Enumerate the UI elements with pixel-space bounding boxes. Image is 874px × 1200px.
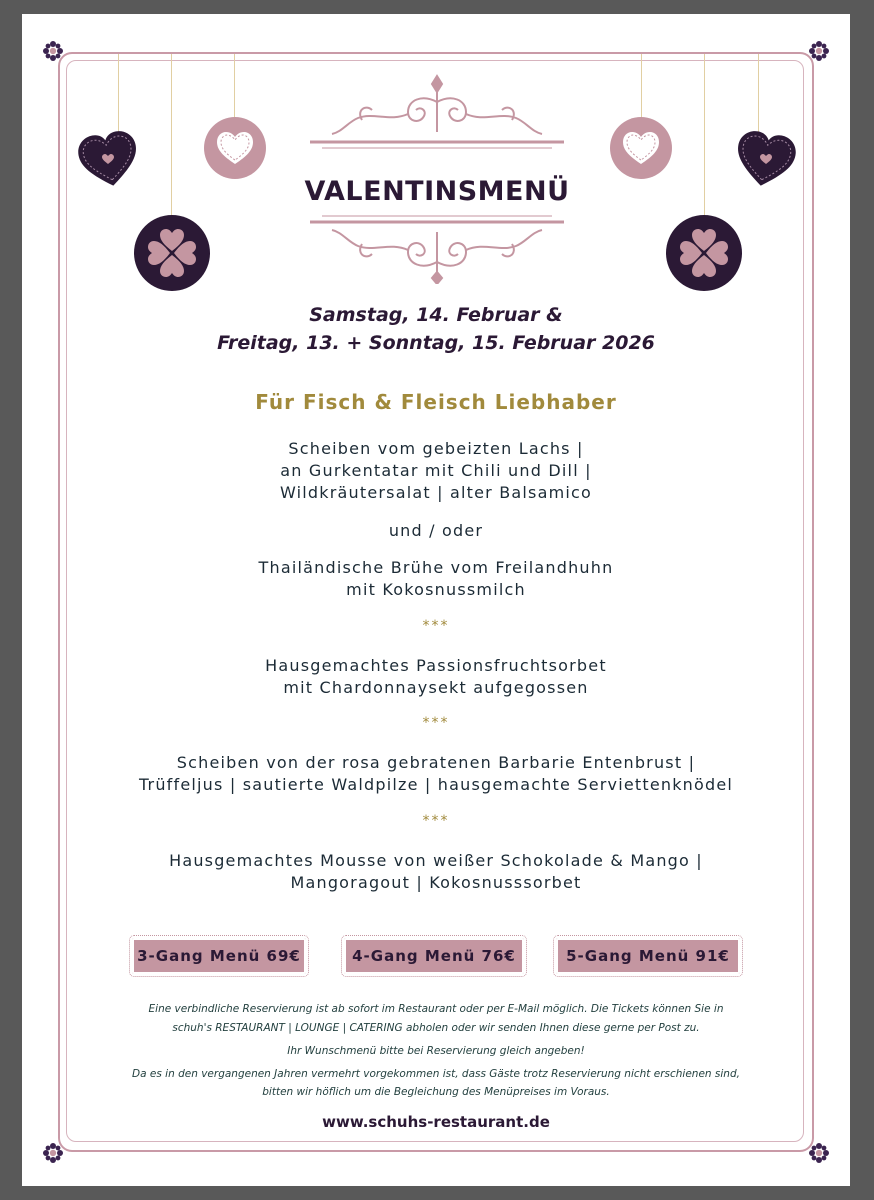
website-link[interactable]: www.schuhs-restaurant.de (322, 1113, 550, 1131)
clover-ornament-icon (665, 214, 743, 292)
or-text: und / oder (388, 521, 484, 540)
corner-flower-icon (42, 1142, 64, 1164)
note-line3: Ihr Wunschmenü bitte bei Reservierung gleich angeben! (287, 1045, 585, 1057)
corner-flower-icon (808, 40, 830, 62)
section-title: Für Fisch & Fleisch Liebhaber (255, 390, 617, 414)
clover-ornament-icon (133, 214, 211, 292)
course1-line1: Scheiben vom gebeizten Lachs | (288, 439, 584, 458)
note-line1: Eine verbindliche Reservierung ist ab sofort im Restaurant oder per E-Mail möglich. Die Tickets können Sie in (148, 1003, 724, 1015)
note-line4: Da es in den vergangenen Jahren vermehrt vorgekommen ist, dass Gäste trotz Reservierung nicht erschienen sind, (132, 1068, 740, 1080)
separator: *** (422, 715, 450, 731)
price-badge-5-gang: 5-Gang Menü 91€ (556, 938, 740, 974)
course1b-line2: mit Kokosnussmilch (346, 580, 526, 599)
heart-ornament-icon (609, 116, 673, 180)
dark-heart-icon (734, 130, 796, 192)
separator: *** (422, 813, 450, 829)
note-line5: bitten wir höflich um die Begleichung des Menüpreises im Voraus. (262, 1086, 610, 1098)
course1b-line1: Thailändische Brühe vom Freilandhuhn (258, 558, 614, 577)
course3-line1: Scheiben von der rosa gebratenen Barbarie Entenbrust | (176, 753, 696, 772)
heart-ornament-icon (203, 116, 267, 180)
corner-flower-icon (808, 1142, 830, 1164)
menu-page (22, 14, 850, 1186)
date-line-2: Freitag, 13. + Sonntag, 15. Februar 2026 (217, 332, 655, 354)
course2-line1: Hausgemachtes Passionsfruchtsorbet (265, 656, 607, 675)
title-ornament (292, 74, 582, 284)
price-badge-3-gang: 3-Gang Menü 69€ (132, 938, 306, 974)
course2-line2: mit Chardonnaysekt aufgegossen (283, 678, 589, 697)
course4-line1: Hausgemachtes Mousse von weißer Schokolade & Mango | (169, 851, 703, 870)
menu-title: VALENTINSMENÜ (304, 176, 570, 207)
separator: *** (422, 618, 450, 634)
price-badge-4-gang: 4-Gang Menü 76€ (344, 938, 524, 974)
dark-heart-icon (78, 130, 140, 192)
course4-line2: Mangoragout | Kokosnusssorbet (290, 873, 582, 892)
date-line-1: Samstag, 14. Februar & (309, 304, 563, 326)
note-line2: schuh's RESTAURANT | LOUNGE | CATERING abholen oder wir senden Ihnen diese gerne per Post zu. (172, 1022, 700, 1034)
course1-line3: Wildkräutersalat | alter Balsamico (279, 483, 593, 502)
corner-flower-icon (42, 40, 64, 62)
course1-line2: an Gurkentatar mit Chili und Dill | (280, 461, 592, 480)
course3-line2: Trüffeljus | sautierte Waldpilze | hausgemachte Serviettenknödel (138, 775, 734, 794)
